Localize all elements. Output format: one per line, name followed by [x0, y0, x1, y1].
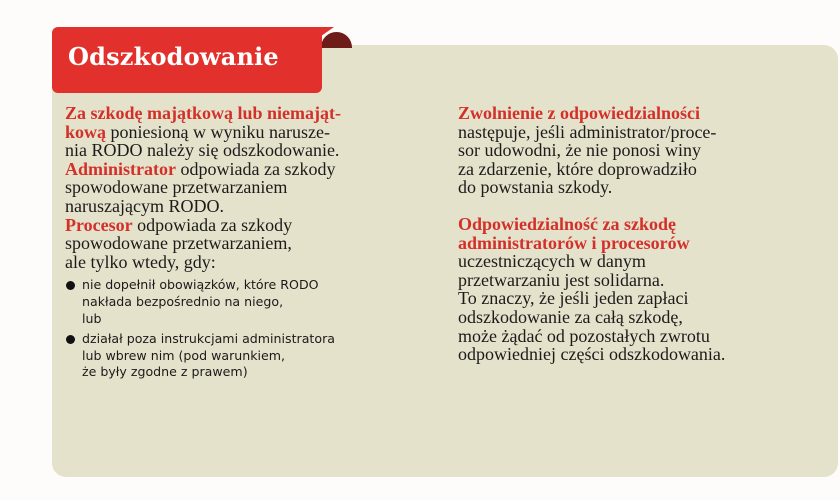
section-heading: administratorów i procesorów	[458, 232, 690, 253]
body-text: ale tylko wtedy, gdy:	[65, 251, 216, 272]
text-line	[65, 123, 425, 142]
paragraph-administrator	[65, 160, 425, 216]
highlight-text: Administrator	[65, 158, 176, 179]
text-line	[65, 197, 425, 216]
text-line	[65, 178, 425, 197]
section-joint-liability	[458, 215, 828, 364]
text-line: sor udowodni, że nie ponosi winy	[458, 140, 701, 161]
section-heading: Zwolnienie z odpowiedzialności	[458, 103, 701, 123]
right-column	[458, 104, 828, 364]
paragraph-damages	[65, 104, 425, 160]
left-column	[65, 104, 425, 385]
paragraph-processor	[65, 216, 425, 272]
body-text: odpowiada za szkody	[176, 158, 336, 179]
list-item-text: lub wbrew nim (pod warunkiem,	[82, 347, 286, 363]
list-item-text: nie dopełnił obowiązków, które RODO	[82, 277, 319, 293]
highlight-text: Procesor	[65, 214, 133, 235]
list-item	[65, 331, 425, 381]
body-text: poniesioną w wyniku narusze-	[106, 121, 330, 142]
highlight-text: Za szkodę majątkową lub niemająt-	[65, 103, 342, 123]
body-text: spowodowane przetwarzaniem	[65, 177, 288, 198]
text-line: uczestniczących w danym	[458, 251, 646, 272]
bullet-dot-icon	[66, 335, 75, 344]
text-line	[65, 234, 425, 253]
text-line: następuje, jeśli administrator/proce-	[458, 121, 717, 142]
section-spacer	[458, 197, 828, 215]
text-line: odszkodowanie za całą szkodę,	[458, 306, 683, 327]
text-line: przetwarzaniu jest solidarna.	[458, 269, 665, 290]
body-text: nia RODO należy się odszkodowanie.	[65, 140, 340, 161]
text-line: do powstania szkody.	[458, 177, 613, 198]
text-line: za zdarzenie, które doprowadziło	[458, 158, 697, 179]
text-line: To znaczy, że jeśli jeden zapłaci	[458, 288, 689, 309]
section-exemption	[458, 104, 828, 197]
list-item	[65, 277, 425, 327]
text-line: odpowiedniej części odszkodowania.	[458, 344, 726, 365]
text-line: może żądać od pozostałych zwrotu	[458, 325, 710, 346]
list-item-text: że były zgodne z prawem)	[82, 364, 248, 380]
highlight-text: kową	[65, 121, 107, 142]
list-item-text: nakłada bezpośrednio na niego,	[82, 293, 284, 309]
page-title: Odszkodowanie	[68, 42, 279, 71]
text-line	[65, 141, 425, 160]
body-text: odpowiada za szkody	[132, 214, 293, 235]
text-line	[65, 216, 425, 235]
body-text: spowodowane przetwarzaniem,	[65, 233, 292, 254]
text-line	[65, 104, 425, 123]
body-text: naruszającym RODO.	[65, 195, 224, 216]
text-line	[65, 253, 425, 272]
list-item-text: działał poza instrukcjami administratora	[82, 331, 335, 347]
section-heading: Odpowiedzialność za szkodę	[458, 213, 677, 234]
list-item-text: lub	[82, 310, 102, 326]
bullet-dot-icon	[66, 281, 75, 290]
ribbon-fold	[321, 32, 352, 48]
text-line	[65, 160, 425, 179]
conditions-list	[65, 277, 425, 381]
